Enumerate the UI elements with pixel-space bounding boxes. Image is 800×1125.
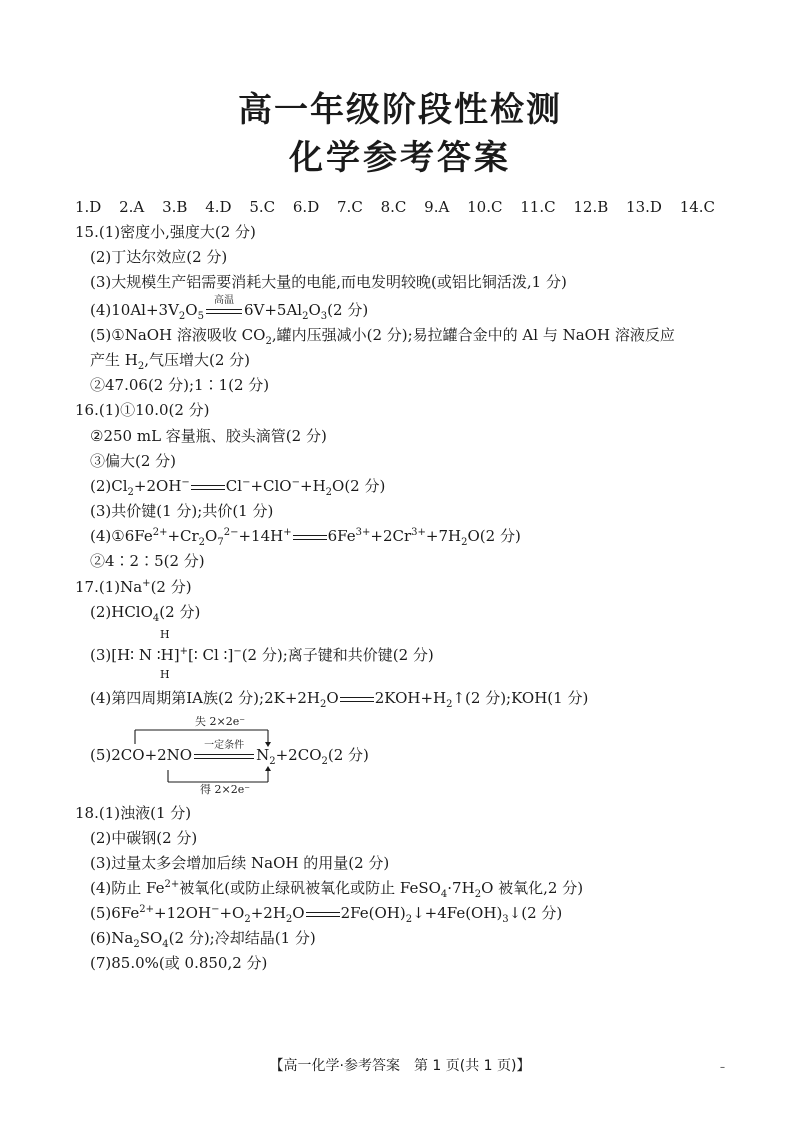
q16-line-7: ②4∶2∶5(2 分) [90,552,205,570]
reaction-arrow [192,740,256,763]
q16-line-1: 16.(1)①10.0(2 分) [75,401,210,419]
q15-line-7: ②47.06(2 分);1∶1(2 分) [90,376,270,394]
reaction-arrow [204,295,244,318]
mcq-answer: 11.C [520,198,556,216]
mcq-answer: 13.D [626,198,662,216]
mcq-answer: 5.C [249,198,276,216]
document-subtitle: 化学参考答案 [289,138,511,178]
q15-line-6: 产生 $H_2$,气压增大(2 分) [90,351,251,372]
mcq-answer: 3.B [162,198,188,216]
electron-dot-h-top: H [160,628,170,641]
mcq-answer: 10.C [467,198,503,216]
document-title: 高一年级阶段性检测 [238,90,562,130]
equals-sign [190,480,226,494]
mcq-answer: 4.D [205,198,232,216]
reaction-condition: 高温 [213,295,234,306]
q15-line-1: 15.(1)密度小,强度大(2 分) [75,223,256,241]
q16-line-3: ③偏大(2 分) [90,452,177,470]
q15-line-2: (2)丁达尔效应(2 分) [90,248,228,266]
equals-sign [339,692,375,706]
page-footer: 【高一化学·参考答案 第 1 页(共 1 页)】 [269,1058,531,1074]
q18-line-1: 18.(1)浊液(1 分) [75,804,192,822]
q18-line-6: $(6)Na_2SO_4(2$ 分);冷却结晶(1 分) [90,929,316,950]
corner-mark: – [720,1062,725,1073]
q18-line-3: (3)过量太多会增加后续 NaOH 的用量(2 分) [90,854,390,872]
mcq-answer: 7.C [337,198,363,216]
q15-line-5: (5)①NaOH 溶液吸收 $CO_2$,罐内压强减小(2 分);易拉罐合金中的 Al 与 NaOH 溶液反应 [90,326,675,347]
q15-line-3: (3)大规模生产铝需要消耗大量的电能,而电发明较晚(或铝比铜活泼,1 分) [90,273,567,291]
q17-line-3: (3)[H∶ N ∶H]+[∶ Cl ∶]−(2 分);离子键和共价键(2 分) [90,646,434,664]
q18-line-2: (2)中碳钢(2 分) [90,829,198,847]
mcq-answer: 14.C [679,198,716,216]
q18-line-7: (7)85.0%(或 0.850,2 分) [90,954,268,972]
electron-loss-label: 失 2×2e⁻ [195,715,246,728]
mcq-answer: 8.C [380,198,407,216]
reaction-condition: 一定条件 [204,740,245,751]
q17-line-5: (5)2CO+2NO 一定条件 $N_2+2CO_2(2$ 分) [90,745,369,765]
q16-line-6: $(4)①6Fe^{2+}+Cr_2O_7^{2-}+14H^+$ $6Fe^{3+}+2Cr^{3+}+7H_2O(2$ 分) [90,527,521,548]
electron-dot-h-bottom: H [160,668,170,681]
mcq-answers [75,197,715,217]
mcq-answer: 12.B [573,198,609,216]
q16-line-2: ②250 mL 容量瓶、胶头滴管(2 分) [90,427,327,445]
q15-line-4: $(4)10Al+3V_2O_5$ 高温 $6V+5Al_2O_3(2$ 分) [90,300,368,320]
q17-line-1: 17.(1)Na+(2 分) [75,578,192,596]
mcq-answer: 2.A [119,198,145,216]
electron-gain-label: 得 2×2e⁻ [200,783,251,796]
equals-sign [305,907,341,921]
mcq-answer: 9.A [424,198,450,216]
q16-line-5: (3)共价键(1 分);共价(1 分) [90,502,274,520]
mcq-answer: 6.D [292,198,320,216]
q17-line-4: (4)第四周期第ⅠA族(2 分)$;2K+2H_2O$ $2KOH+H_2↑(2$ 分);KOH(1 分) [90,689,589,710]
q17-line-2: (2)HClO$_4$(2 分) [90,603,201,624]
equals-sign [292,530,328,544]
mcq-answer: 1.D [75,198,102,216]
q16-line-4: $(2)Cl_2+2OH^-$ $Cl^-+ClO^-+H_2O(2$ 分) [90,477,386,498]
q18-line-5: $(5)6Fe^{2+}+12OH^-+O_2+2H_2O$ $2Fe(OH)_2↓+4Fe(OH)_3↓(2$ 分) [90,904,563,925]
q18-line-4: (4)防止 $Fe^{2+}$被氧化(或防止绿矾被氧化或防止 $FeSO_4\cdot 7H_2O$ 被氧化,2 分) [90,879,584,900]
